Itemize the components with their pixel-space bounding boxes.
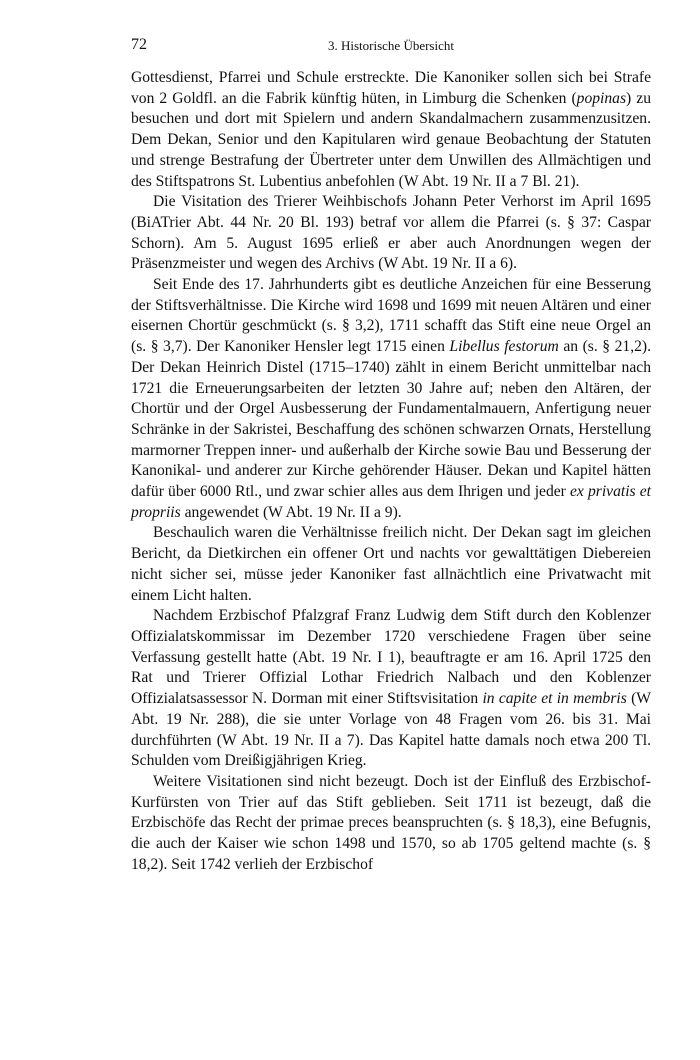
paragraph bbox=[131, 192, 651, 275]
text-run: an (s. § 21,2). Der Dekan Heinrich Distel (1715–1740) zählt in einem Bericht unmittelbar nach 1721 die Erneuerungsarbeiten der letzten 30 Jahre auf; neben den Altären, der Chortür und der Orgel Ausbesserung der Fundamentalmauern, Anfertigung neuer Schränke in der Sakristei, Beschaffung des schönen schwarzen Ornats, Herstellung marmorner Treppen inner- und außerhalb der Kirche sowie Bau und Besserung der Kanonikal- und anderer zur Kirche gehörender Häuser. Dekan und Kapitel hätten dafür über 6000 Rtl., und zwar schier alles aus dem Ihrigen und jeder bbox=[131, 338, 652, 501]
text-run: Beschaulich waren die Verhältnisse freilich nicht. Der Dekan sagt im gleichen Bericht, da Dietkirchen ein offener Ort und nachts vor gewalttätigen Diebereien nicht sicher sei, müsse jeder Kanoniker fast allnächtlich eine Privatwacht mit einem Licht halten. bbox=[131, 524, 651, 604]
italic-phrase: in capite et in membris bbox=[482, 690, 627, 708]
text-run: Seit Ende des 17. Jahrhunderts gibt es deutliche Anzeichen für eine Besserung der Stiftsverhältnisse. Die Kirche wird 1698 und 1699 mit neuen Altären und einer eisernen Chortür geschmückt (s. § 3,2), 1711 schafft das Stift eine neue Orgel an (s. § 3,7). Der Kanoniker Hensler legt 1715 einen bbox=[131, 276, 651, 356]
italic-phrase: Libellus festorum bbox=[449, 338, 559, 356]
body-text bbox=[131, 68, 651, 875]
running-title: 3. Historische Übersicht bbox=[327, 38, 454, 53]
italic-phrase: ex privatis et propriis bbox=[131, 483, 651, 521]
page-number: 72 bbox=[131, 36, 147, 53]
text-run: Gottesdienst, Pfarrei und Schule erstreckte. Die Kanoniker sollen sich bei Strafe von 2 Goldfl. an die Fabrik künftig hüten, in Limburg die Schenken ( bbox=[131, 69, 651, 107]
italic-phrase: popinas bbox=[576, 89, 627, 107]
paragraph bbox=[131, 606, 651, 772]
text-run: Die Visitation des Trierer Weihbischofs Johann Peter Verhorst im April 1695 (BiATrier Abt. 44 Nr. 20 Bl. 193) betraf vor allem die Pfarrei (s. § 37: Caspar Schorn). Am 5. August 1695 erließ er aber auch Anordnungen wegen der Präsenzmeister und wegen des Archivs (W Abt. 19 Nr. II a 6). bbox=[131, 193, 651, 273]
text-run: ) zu besuchen und dort mit Spielern und andern Skandalmachern zusammenzusitzen. Dem Dekan, Senior und den Kapitularen wird genaue Beobachtung der Statuten und strenge Bestrafung der Übertreter unter dem Unwillen des Allmächtigen und des Stiftspatrons St. Lubentius anbefohlen (W Abt. 19 Nr. II a 7 Bl. 21). bbox=[131, 89, 651, 190]
text-run: Nachdem Erzbischof Pfalzgraf Franz Ludwig dem Stift durch den Koblenzer Offizialatskommissar im Dezember 1720 verschiedene Fragen über seine Verfassung gestellt hatte (Abt. 19 Nr. I 1), beauftragte er am 16. April 1725 den Rat und Trierer Offizial Lothar Friedrich Nalbach und den Koblenzer Offizialatsassessor N. Dorman mit einer Stiftsvisitation bbox=[131, 607, 651, 708]
text-run: angewendet (W Abt. 19 Nr. II a 9). bbox=[180, 503, 402, 521]
paragraph bbox=[131, 772, 651, 876]
page-header bbox=[131, 36, 651, 58]
paragraph bbox=[131, 68, 651, 192]
text-run: Weitere Visitationen sind nicht bezeugt. Doch ist der Einfluß des Erzbischof-Kurfürsten von Trier auf das Stift geblieben. Seit 1711 ist bezeugt, daß die Erzbischöfe das Recht der primae preces beanspruchten (s. § 18,3), eine Befugnis, die auch der Kaiser wie schon 1498 und 1570, so ab 1705 geltend machte (s. § 18,2). Seit 1742 verlieh der Erzbischof bbox=[131, 772, 651, 873]
text-run: (W Abt. 19 Nr. 288), die sie unter Vorlage von 48 Fragen vom 26. bis 31. Mai durchführten (W Abt. 19 Nr. II a 7). Das Kapitel hatte damals noch etwa 200 Tl. Schulden vom Dreißigjährigen Krieg. bbox=[131, 690, 652, 770]
paragraph bbox=[131, 523, 651, 606]
paragraph bbox=[131, 275, 651, 523]
